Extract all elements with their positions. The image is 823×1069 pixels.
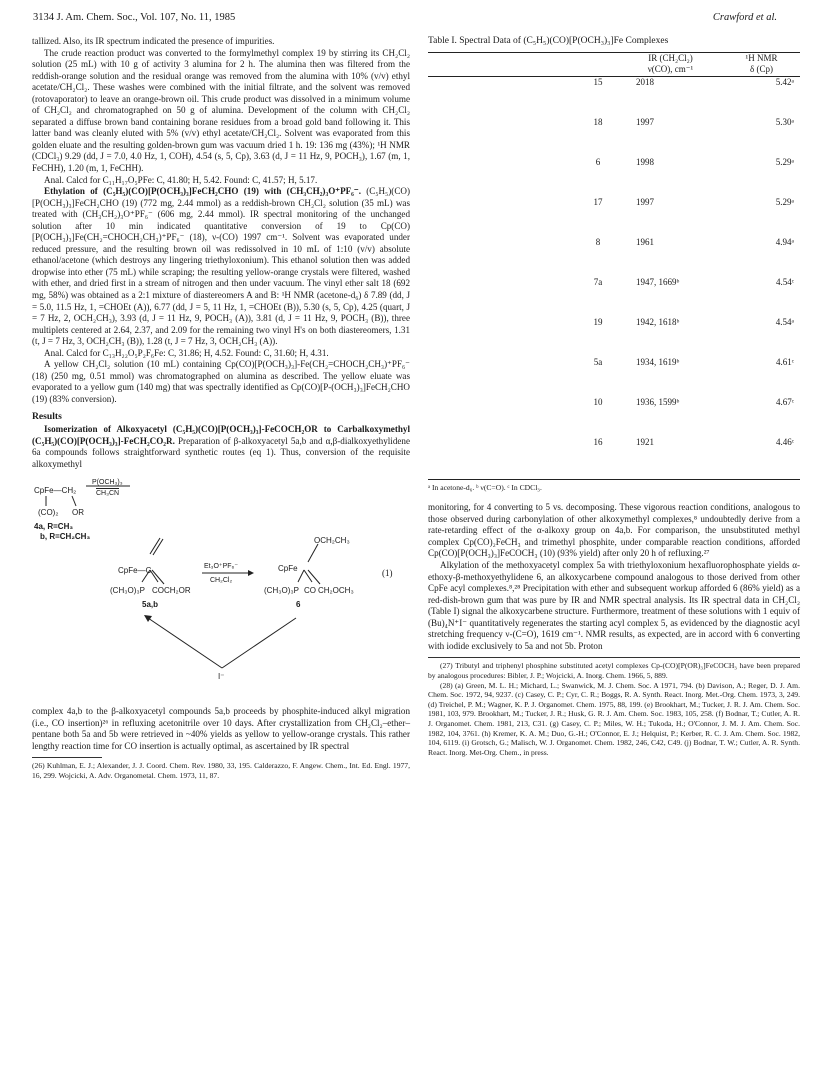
footnote-26: (26) Kuhlman, E. J.; Alexander, J. J. Coord. Chem. Rev. 1980, 33, 195. Calderazzo, F. Angew. Chem., Int. Ed. Engl. 1977, 16, 299. Wojcicki, A. Adv. Organometal. Chem. 1973, 11, 87. bbox=[32, 761, 410, 781]
structure-drawing bbox=[428, 157, 578, 193]
reaction-scheme bbox=[32, 472, 410, 700]
nmr-value: 4.46ᶜ bbox=[775, 436, 794, 447]
table-row bbox=[428, 157, 800, 197]
compound-6-co: CO bbox=[304, 586, 316, 596]
compound-5-phosphite: (CH₃O)₃P bbox=[110, 586, 145, 596]
structure-cell bbox=[428, 77, 578, 117]
ir-value: 1942, 1618ᵇ bbox=[636, 316, 680, 327]
equation-number: (1) bbox=[382, 568, 393, 579]
label-4b: b, R=CH₂CH₃ bbox=[40, 532, 91, 542]
right-column bbox=[428, 36, 800, 757]
compound-number: 5a bbox=[593, 356, 603, 367]
iodide-label: I⁻ bbox=[218, 672, 225, 682]
nmr-value: 5.29ᵃ bbox=[775, 156, 794, 167]
reagent-solvent: CH₃CN bbox=[96, 490, 120, 498]
table-row bbox=[428, 317, 800, 357]
compound-6-phosphite: (CH₃O)₃P bbox=[264, 586, 299, 596]
table-row bbox=[428, 437, 800, 477]
ir-value: 1936, 1599ᵇ bbox=[636, 396, 680, 407]
spectral-data-table bbox=[428, 52, 800, 77]
header-nmr-line2: δ (Cp) bbox=[750, 64, 773, 75]
footnote-27: (27) Tributyl and triphenyl phosphine substituted acetyl complexes Cp-(CO)[P(OR)₃]FeCOCH₃ have been prepared by analogous procedures: Bibler, J. P.; Wojcicki, A. Inorg. Chem. 1966, 5, 889. bbox=[428, 661, 800, 680]
header-ir-line1: IR (CH₂Cl₂) bbox=[648, 52, 693, 63]
paragraph: The crude reaction product was converted to the formylmethyl complex 19 by stirring its CH₂Cl₂ solution (25 mL) with 10 g of activity 3 alumina for 2 h. The alumina then was filtered from the reddish-orange solution and the residual orange was removed from the alumina with 10% (v/v) ethyl acetate/CH₂Cl₂. These washes were combined with the initial filtrate, and the solvent was removed (rotovaporator) to leave an orange-brown oil. This crude product was dissolved in a minimum volume of CH₂Cl₂ and chromatographed on 50 g of alumina. Development of the column with CH₂Cl₂ separated a diffuse brown band containing borane residues from a broad gold band following it. This latter band was cleanly eluted with 5% (v/v) ethyl acetate/CH₂Cl₂. Solvent was evaporated from this golden eluate and the resulting golden-brown gum was vacuum dried 1 h. 19: 136 mg (43%); ¹H NMR (CDCl₃) 9.29 (dd, J = 7.0, 4.0 Hz, 1, COH), 4.54 (s, 5, Cp), 3.63 (d, J = 11 Hz, 9, POCH₃), 1.67 (m, 1, FeCHH), 1.20 (m, 1, FeCHH). bbox=[32, 47, 410, 174]
table-row bbox=[428, 197, 800, 237]
structure-drawing bbox=[428, 237, 578, 273]
footnote-28: (28) (a) Green, M. L. H.; Michard, L.; Swanwick, M. J. Chem. Soc. A 1971, 794. (b) Davison, A.; Reger, D. J. Am. Chem. Soc. 1972, 94, 9237. (c) Casey, C. P.; Cyr, C. R.; Boggs, R. A. Synth. React. Inorg. Met.-Org. Chem. 1973, 3, 249. (d) Treichel, P. M.; Wagner, K. P. J. Organomet. Chem. 1975, 88, 199. (e) Brookhart, M.; Tucker, J. R. J. Am. Chem. Soc. 1981, 103, 979. Brookhart, M.; Tucker, J. R.; Husk, G. R. J. Am. Chem. Soc. 1983, 105, 258. (f) Bodnar, T.; Cutler, A. R. J. Organomet. Chem. 1981, 213, C31. (g) Casey, C. P.; Miles, W. H.; Tukoda, H.; O'Connor, J. M. J. Am. Chem. Soc. 1982, 104, 3761. (h) Kremer, K. A. M.; Duo, G.-H.; O'Connor, E. J.; Helquist, P.; Kerber, R. C. J. Am. Chem. Soc. 1982, 104, 6119. (i) Grotsch, G.; Malisch, W. J. Organomet. Chem. 1982, 246, C42, C49. (j) Bodnar, T. W.; Cutler, A. R. Synth. React. Inorg. Met-Org. Chem., in press. bbox=[428, 680, 800, 757]
ir-value: 1934, 1619ᵇ bbox=[636, 356, 680, 367]
table-body bbox=[428, 77, 800, 477]
paragraph bbox=[32, 424, 410, 470]
column-header-nmr bbox=[723, 53, 800, 77]
structure-cell bbox=[428, 157, 578, 197]
reagent-phosphite: P(OCH₃)₃ bbox=[92, 479, 123, 487]
structure-cell bbox=[428, 317, 578, 357]
table-header-row bbox=[428, 53, 800, 77]
nmr-value: 4.67ᶜ bbox=[775, 396, 794, 407]
compound-6-ch2ome: CH₂OCH₃ bbox=[318, 586, 354, 596]
compound-4-formula: CpFe—CH₂ bbox=[34, 486, 77, 496]
footnote-rule bbox=[428, 657, 800, 658]
structure-cell bbox=[428, 397, 578, 437]
paragraph: complex 4a,b to the β-alkoxyacetyl compounds 5a,b proceeds by phosphite-induced alkyl migration (i.e., CO insertion)²⁶ in refluxing acetonitrile over 10 days. After crystallization from CH₂Cl₂–ether–pentane both 5a and 5b were retrieved in ~40% yields as yellow to yellow-orange crystals. This rather lengthy reaction time for CO insertion is actually optimal, as ascertained by IR spectral bbox=[32, 706, 410, 751]
subsection-heading: Ethylation of (C₅H₅)(CO)[P(OCH₃)₃]FeCH₂CHO (19) with (CH₃CH₂)₃O⁺PF₆⁻. bbox=[44, 186, 361, 197]
compound-6-oet: OCH₂CH₃ bbox=[314, 536, 350, 546]
ir-value: 1961 bbox=[636, 236, 654, 247]
reagent-oxonium: Et₃O⁺PF₆⁻ bbox=[204, 563, 239, 571]
structure-cell bbox=[428, 197, 578, 237]
paragraph-text: Preparation of β-alkoxyacetyl 5a,b and α,β-dialkoxyethylidene 6a compounds follows straightforward synthetic routes (eq 1). Thus, conversion of the requisite alkoxymethyl bbox=[32, 435, 410, 469]
nmr-value: 4.94ᵃ bbox=[775, 236, 794, 247]
table-row bbox=[428, 237, 800, 277]
nmr-value: 5.42ᵃ bbox=[775, 76, 794, 87]
label-5: 5a,b bbox=[142, 600, 159, 610]
structure-cell bbox=[428, 357, 578, 397]
structure-drawing bbox=[428, 277, 578, 313]
structure-drawing bbox=[428, 437, 578, 473]
header-ir-line2: ν(CO), cm⁻¹ bbox=[647, 64, 694, 75]
paragraph: monitoring, for 4 converting to 5 vs. decomposing. These vigorous reaction conditions, analogous to those observed during carbonylation of other alkoxymethyl complexes,⁸ undoubtedly derive from a rate-retarding effect of the α-alkoxy group on 4a,b. For comparison, the unsubstituted methyl complex Cp(CO)₂FeCH₃ and trimethyl phosphite, under comparable reaction conditions, afforded Cp(CO)[P(OCH₃)₃]FeCOCH₃ (10) (93% yield) after only 20 h of refluxing.²⁷ bbox=[428, 502, 800, 559]
compound-number: 10 bbox=[593, 396, 603, 407]
label-4a: 4a, R=CH₃ bbox=[34, 522, 74, 532]
nmr-value: 5.29ᵃ bbox=[775, 196, 794, 207]
ir-value: 1997 bbox=[636, 196, 654, 207]
paragraph: tallized. Also, its IR spectrum indicated the presence of impurities. bbox=[32, 36, 275, 46]
structure-drawing bbox=[428, 77, 578, 113]
compound-number: 6 bbox=[595, 156, 601, 167]
ir-value: 1998 bbox=[636, 156, 654, 167]
structure-drawing bbox=[428, 197, 578, 233]
reagent-dcm: CH₂Cl₂ bbox=[210, 577, 233, 585]
label-6: 6 bbox=[296, 600, 301, 610]
table-footnote: ᵃ In acetone-d₆. ᵇ ν(C=O). ᶜ In CDCl₃. bbox=[428, 482, 542, 492]
table-row bbox=[428, 277, 800, 317]
compound-5-co: CO bbox=[152, 586, 164, 596]
paragraph-text: (C₅H₅)(CO)[P(OCH₃)₃]FeCH₂CHO (19) (772 mg, 2.44 mmol) as a reddish-brown CH₂Cl₂ solution (35 mL) was treated with (CH₃CH₂)₃O⁺PF₆⁻ (606 mg, 2.44 mmol). IR spectral monitoring of the unchanged solution after 10 min indicated quantitative conversion of 19 to Cp(CO)[P(OCH₃)₃]Fe(CH₂=CHOCH₂CH₃)⁺PF₆⁻ (18), ν-(CO) 1997 cm⁻¹. Solvent was evaporated under reduced pressure, and the resulting brown oil was redissolved in 10 mL of 1:10 (v/v) absolute ethanol/acetone (which destroys any lingering triethyloxonium). This ethanol solution then was added dropwise into ether (75 mL) while scraping; the resulting yellow-orange crystals were filtered, washed with ether, and dried first in a stream of nitrogen and then under vacuum. The vinyl ether salt 18 (692 mg, 58%) was obtained as a 2:1 mixture of diastereomers A and B: ¹H NMR (acetone-d₆) δ 7.89 (dd, J = 5.0, 11.5 Hz, 1, =CHOEt (A)), 6.77 (dd, J = 5, 11 Hz, 1, =CHOEt (B)), 5.30 (s, 5, Cp), 4.25 (quart, J = 7 Hz, 2, OCH₂CH₃), 3.93 (d, J = 11 Hz, 9, POCH₃ (A)), 3.81 (d, J = 11 Hz, 9, POCH₃ (B)), three multiplets centered at 2.64, 2.37, and 2.09 for the remaining two vinyl H's on both diastereomers, 1.31 (t, J = 7 Hz, 3, OCH₂CH₃ (B)), 1.28 (t, J = 7 Hz, 3, OCH₂CH₃ (A)). bbox=[32, 186, 411, 347]
paragraph: A yellow CH₂Cl₂ solution (10 mL) containing Cp(CO)[P(OCH₃)₃]-Fe(CH₂=CHOCH₂CH₃)⁺PF₆⁻ (18) (250 mg, 0.51 mmol) was chromatographed on alumina as described. The yellow eluate was evaporated to a yellow gum (140 mg) that was spectrally identified as Cp(CO)[P-(OCH₃)₃]FeCH₂CHO (19) (83% conversion). bbox=[32, 359, 410, 404]
structure-cell bbox=[428, 237, 578, 277]
paragraph: Anal. Calcd for C₁₁H₁₇O₅PFe: C, 41.80; H, 5.42. Found: C, 41.57; H, 5.17. bbox=[44, 174, 318, 185]
column-header-ir bbox=[618, 53, 723, 77]
section-heading: Results bbox=[32, 410, 62, 422]
structure-drawing bbox=[428, 397, 578, 433]
compound-number: 18 bbox=[593, 116, 603, 127]
paragraph bbox=[32, 186, 410, 348]
structure-cell bbox=[428, 277, 578, 317]
running-header-right: Crawford et al. bbox=[712, 12, 777, 23]
table-bottom-rule bbox=[428, 479, 800, 480]
ir-value: 2018 bbox=[636, 76, 654, 87]
nmr-value: 4.61ᶜ bbox=[775, 356, 794, 367]
compound-4-or: OR bbox=[72, 508, 84, 518]
compound-4-co: (CO)₂ bbox=[38, 508, 59, 518]
table-row bbox=[428, 397, 800, 437]
compound-number: 7a bbox=[593, 276, 603, 287]
header-nmr-line1: ¹H NMR bbox=[745, 52, 778, 63]
compound-number: 17 bbox=[593, 196, 603, 207]
paragraph: Anal. Calcd for C₁₃H₂₂O₅P₂F₆Fe: C, 31.86; H, 4.52. Found: C, 31.60; H, 4.31. bbox=[44, 347, 329, 358]
ir-value: 1921 bbox=[636, 436, 654, 447]
structure-cell bbox=[428, 117, 578, 157]
nmr-value: 4.54ᵃ bbox=[775, 316, 794, 327]
structure-cell bbox=[428, 437, 578, 477]
footnote-rule bbox=[32, 757, 102, 758]
compound-5-ch2or: CH₂OR bbox=[164, 586, 191, 596]
ir-value: 1997 bbox=[636, 116, 654, 127]
table-row bbox=[428, 357, 800, 397]
compound-number: 19 bbox=[593, 316, 603, 327]
subsection-heading: Isomerization of Alkoxyacetyl (C₅H₅)(CO)[P(OCH₃)₃]-FeCOCH₂OR to Carbalkoxymethyl (C₅H₅)(CO)[P(OCH₃)₃]-FeCH₂CO₂R. bbox=[32, 424, 410, 446]
structure-drawing bbox=[428, 117, 578, 153]
ir-value: 1947, 1669ᵇ bbox=[636, 276, 680, 287]
structure-drawing bbox=[428, 357, 578, 393]
structure-drawing bbox=[428, 317, 578, 353]
running-header-left: 3134 J. Am. Chem. Soc., Vol. 107, No. 11, 1985 bbox=[33, 12, 236, 23]
compound-6-formula: CpFe bbox=[278, 564, 298, 574]
nmr-value: 4.54ᶜ bbox=[775, 276, 794, 287]
compound-number: 15 bbox=[593, 76, 603, 87]
compound-number: 16 bbox=[593, 436, 603, 447]
table-row bbox=[428, 117, 800, 157]
table-caption: Table I. Spectral Data of (C₅H₅)(CO)[P(OCH₃)₃]Fe Complexes bbox=[428, 36, 669, 46]
compound-5-formula: CpFe—C bbox=[118, 566, 152, 576]
table-row bbox=[428, 77, 800, 117]
left-column bbox=[32, 36, 410, 781]
paragraph: Alkylation of the methoxyacetyl complex 5a with triethyloxonium hexafluorophosphate yields α-ethoxy-β-methoxyethylidene 6, an alkoxycarbene compound analogous to those derived from other CpFe acyl complexes.⁸,²⁸ Precipitation with ether and subsequent workup afforded 6 (86% yield) as a red-dish-brown gum that was pure by IR and NMR spectral analysis. Its IR spectral data in CH₂Cl₂ (Table I) signal the alkoxycarbene structure. Furthermore, treatment of these solutions with 1 equiv of (Bu)₄N⁺I⁻ quantitatively regenerates the starting acyl complex 5, as evidenced by the diagnostic acyl stretching frequency ν-(C=O), 1619 cm⁻¹. NMR results, as expected, are in accord with 6 converting with iodide exclusively to 5a and not 5b. Proton bbox=[428, 559, 800, 651]
nmr-value: 5.30ᵃ bbox=[775, 116, 794, 127]
compound-number: 8 bbox=[595, 236, 601, 247]
